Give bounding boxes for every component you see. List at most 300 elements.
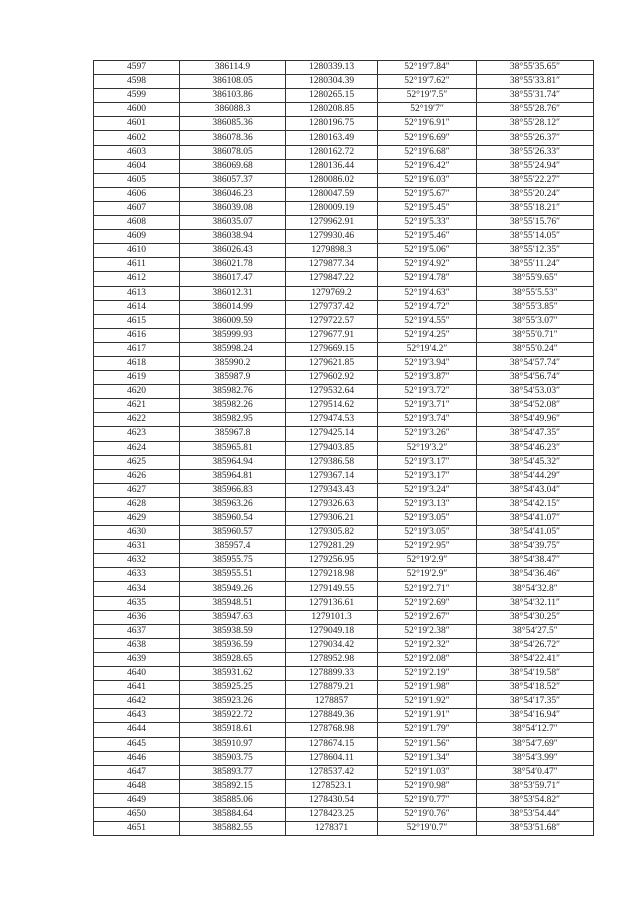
longitude-cell: 38°54′7.69″ <box>477 737 594 751</box>
longitude-cell: 38°54′32.11″ <box>477 596 594 610</box>
x-coordinate-cell: 386026.43 <box>180 244 286 258</box>
y-coordinate-cell: 1279326.63 <box>286 497 378 511</box>
table-row <box>94 737 594 751</box>
latitude-cell: 52°19′3.2″ <box>378 441 477 455</box>
y-coordinate-cell: 1279514.62 <box>286 399 378 413</box>
point-number-cell: 4639 <box>94 652 180 666</box>
point-number-cell: 4634 <box>94 582 180 596</box>
table-row <box>94 723 594 737</box>
latitude-cell: 52°19′3.71″ <box>378 399 477 413</box>
point-number-cell: 4649 <box>94 793 180 807</box>
x-coordinate-cell: 385893.77 <box>180 765 286 779</box>
latitude-cell: 52°19′4.78″ <box>378 272 477 286</box>
y-coordinate-cell: 1280162.72 <box>286 145 378 159</box>
table-row <box>94 807 594 821</box>
y-coordinate-cell: 1278604.11 <box>286 751 378 765</box>
table-row <box>94 300 594 314</box>
point-number-cell: 4604 <box>94 159 180 173</box>
x-coordinate-cell: 385960.57 <box>180 526 286 540</box>
x-coordinate-cell: 386017.47 <box>180 272 286 286</box>
table-row <box>94 103 594 117</box>
latitude-cell: 52°19′2.67″ <box>378 610 477 624</box>
latitude-cell: 52°19′5.33″ <box>378 216 477 230</box>
longitude-cell: 38°55′15.76″ <box>477 216 594 230</box>
y-coordinate-cell: 1279101.3 <box>286 610 378 624</box>
table-row <box>94 681 594 695</box>
latitude-cell: 52°19′4.25″ <box>378 328 477 342</box>
longitude-cell: 38°54′43.04″ <box>477 483 594 497</box>
longitude-cell: 38°54′46.23″ <box>477 441 594 455</box>
x-coordinate-cell: 386103.86 <box>180 89 286 103</box>
y-coordinate-cell: 1279367.14 <box>286 469 378 483</box>
y-coordinate-cell: 1279034.42 <box>286 638 378 652</box>
table-row <box>94 385 594 399</box>
table-row <box>94 582 594 596</box>
longitude-cell: 38°55′0.24″ <box>477 342 594 356</box>
table-row <box>94 709 594 723</box>
table-row <box>94 540 594 554</box>
latitude-cell: 52°19′3.05″ <box>378 512 477 526</box>
y-coordinate-cell: 1279306.21 <box>286 512 378 526</box>
table-row <box>94 779 594 793</box>
table-row <box>94 244 594 258</box>
y-coordinate-cell: 1279877.34 <box>286 258 378 272</box>
point-number-cell: 4611 <box>94 258 180 272</box>
x-coordinate-cell: 386039.08 <box>180 201 286 215</box>
latitude-cell: 52°19′7.5″ <box>378 89 477 103</box>
table-row <box>94 652 594 666</box>
longitude-cell: 38°54′41.07″ <box>477 512 594 526</box>
table-row <box>94 624 594 638</box>
table-row <box>94 765 594 779</box>
point-number-cell: 4637 <box>94 624 180 638</box>
x-coordinate-cell: 386085.36 <box>180 117 286 131</box>
table-row <box>94 286 594 300</box>
latitude-cell: 52°19′0.7″ <box>378 822 477 836</box>
x-coordinate-cell: 385964.94 <box>180 455 286 469</box>
longitude-cell: 38°54′26.72″ <box>477 638 594 652</box>
x-coordinate-cell: 386069.68 <box>180 159 286 173</box>
table-row <box>94 455 594 469</box>
latitude-cell: 52°19′5.67″ <box>378 187 477 201</box>
y-coordinate-cell: 1279677.91 <box>286 328 378 342</box>
x-coordinate-cell: 386021.78 <box>180 258 286 272</box>
point-number-cell: 4629 <box>94 512 180 526</box>
point-number-cell: 4617 <box>94 342 180 356</box>
longitude-cell: 38°54′57.74″ <box>477 356 594 370</box>
latitude-cell: 52°19′5.45″ <box>378 201 477 215</box>
x-coordinate-cell: 385964.81 <box>180 469 286 483</box>
point-number-cell: 4600 <box>94 103 180 117</box>
longitude-cell: 38°54′19.58″ <box>477 667 594 681</box>
y-coordinate-cell: 1279769.2 <box>286 286 378 300</box>
y-coordinate-cell: 1279149.55 <box>286 582 378 596</box>
latitude-cell: 52°19′3.13″ <box>378 497 477 511</box>
x-coordinate-cell: 386088.3 <box>180 103 286 117</box>
y-coordinate-cell: 1280196.75 <box>286 117 378 131</box>
longitude-cell: 38°55′0.71″ <box>477 328 594 342</box>
longitude-cell: 38°54′41.05″ <box>477 526 594 540</box>
table-row <box>94 554 594 568</box>
x-coordinate-cell: 385910.97 <box>180 737 286 751</box>
point-number-cell: 4643 <box>94 709 180 723</box>
table-row <box>94 399 594 413</box>
longitude-cell: 38°55′11.24″ <box>477 258 594 272</box>
table-row <box>94 173 594 187</box>
point-number-cell: 4651 <box>94 822 180 836</box>
latitude-cell: 52°19′2.32″ <box>378 638 477 652</box>
longitude-cell: 38°53′54.44″ <box>477 807 594 821</box>
longitude-cell: 38°55′28.76″ <box>477 103 594 117</box>
latitude-cell: 52°19′4.92″ <box>378 258 477 272</box>
point-number-cell: 4598 <box>94 75 180 89</box>
point-number-cell: 4618 <box>94 356 180 370</box>
longitude-cell: 38°55′24.94″ <box>477 159 594 173</box>
y-coordinate-cell: 1278430.54 <box>286 793 378 807</box>
point-number-cell: 4625 <box>94 455 180 469</box>
x-coordinate-cell: 386046.23 <box>180 187 286 201</box>
latitude-cell: 52°19′6.42″ <box>378 159 477 173</box>
y-coordinate-cell: 1279602.92 <box>286 371 378 385</box>
point-number-cell: 4647 <box>94 765 180 779</box>
latitude-cell: 52°19′6.91″ <box>378 117 477 131</box>
table-row <box>94 497 594 511</box>
latitude-cell: 52°19′3.94″ <box>378 356 477 370</box>
latitude-cell: 52°19′1.98″ <box>378 681 477 695</box>
y-coordinate-cell: 1279386.58 <box>286 455 378 469</box>
x-coordinate-cell: 385884.64 <box>180 807 286 821</box>
point-number-cell: 4626 <box>94 469 180 483</box>
x-coordinate-cell: 385960.54 <box>180 512 286 526</box>
x-coordinate-cell: 385949.26 <box>180 582 286 596</box>
table-row <box>94 216 594 230</box>
y-coordinate-cell: 1279532.64 <box>286 385 378 399</box>
y-coordinate-cell: 1278423.25 <box>286 807 378 821</box>
y-coordinate-cell: 1280009.19 <box>286 201 378 215</box>
point-number-cell: 4632 <box>94 554 180 568</box>
longitude-cell: 38°55′18.21″ <box>477 201 594 215</box>
longitude-cell: 38°55′31.74″ <box>477 89 594 103</box>
x-coordinate-cell: 385882.55 <box>180 822 286 836</box>
y-coordinate-cell: 1278537.42 <box>286 765 378 779</box>
point-number-cell: 4628 <box>94 497 180 511</box>
longitude-cell: 38°55′35.65″ <box>477 61 594 75</box>
longitude-cell: 38°55′14.05″ <box>477 230 594 244</box>
x-coordinate-cell: 385936.59 <box>180 638 286 652</box>
point-number-cell: 4646 <box>94 751 180 765</box>
y-coordinate-cell: 1278768.98 <box>286 723 378 737</box>
point-number-cell: 4640 <box>94 667 180 681</box>
table-row <box>94 342 594 356</box>
latitude-cell: 52°19′2.71″ <box>378 582 477 596</box>
table-row <box>94 75 594 89</box>
longitude-cell: 38°55′26.33″ <box>477 145 594 159</box>
longitude-cell: 38°55′3.85″ <box>477 300 594 314</box>
point-number-cell: 4627 <box>94 483 180 497</box>
latitude-cell: 52°19′2.69″ <box>378 596 477 610</box>
latitude-cell: 52°19′6.68″ <box>378 145 477 159</box>
longitude-cell: 38°54′32.8″ <box>477 582 594 596</box>
point-number-cell: 4607 <box>94 201 180 215</box>
point-number-cell: 4608 <box>94 216 180 230</box>
point-number-cell: 4606 <box>94 187 180 201</box>
y-coordinate-cell: 1279425.14 <box>286 427 378 441</box>
latitude-cell: 52°19′1.34″ <box>378 751 477 765</box>
point-number-cell: 4620 <box>94 385 180 399</box>
latitude-cell: 52°19′1.92″ <box>378 695 477 709</box>
latitude-cell: 52°19′4.55″ <box>378 314 477 328</box>
point-number-cell: 4633 <box>94 568 180 582</box>
y-coordinate-cell: 1278857 <box>286 695 378 709</box>
longitude-cell: 38°54′0.47″ <box>477 765 594 779</box>
x-coordinate-cell: 385967.8 <box>180 427 286 441</box>
y-coordinate-cell: 1278952.98 <box>286 652 378 666</box>
x-coordinate-cell: 385931.62 <box>180 667 286 681</box>
longitude-cell: 38°53′51.68″ <box>477 822 594 836</box>
table-row <box>94 145 594 159</box>
point-number-cell: 4614 <box>94 300 180 314</box>
latitude-cell: 52°19′5.46″ <box>378 230 477 244</box>
point-number-cell: 4623 <box>94 427 180 441</box>
table-row <box>94 131 594 145</box>
longitude-cell: 38°54′36.46″ <box>477 568 594 582</box>
longitude-cell: 38°54′39.75″ <box>477 540 594 554</box>
latitude-cell: 52°19′3.74″ <box>378 413 477 427</box>
longitude-cell: 38°54′49.96″ <box>477 413 594 427</box>
longitude-cell: 38°55′3.07″ <box>477 314 594 328</box>
latitude-cell: 52°19′3.05″ <box>378 526 477 540</box>
x-coordinate-cell: 385948.51 <box>180 596 286 610</box>
x-coordinate-cell: 385947.63 <box>180 610 286 624</box>
latitude-cell: 52°19′2.95″ <box>378 540 477 554</box>
x-coordinate-cell: 386035.07 <box>180 216 286 230</box>
x-coordinate-cell: 385955.51 <box>180 568 286 582</box>
point-number-cell: 4642 <box>94 695 180 709</box>
latitude-cell: 52°19′2.08″ <box>378 652 477 666</box>
point-number-cell: 4603 <box>94 145 180 159</box>
table-row <box>94 258 594 272</box>
latitude-cell: 52°19′3.72″ <box>378 385 477 399</box>
table-row <box>94 751 594 765</box>
longitude-cell: 38°54′38.47″ <box>477 554 594 568</box>
latitude-cell: 52°19′0.98″ <box>378 779 477 793</box>
x-coordinate-cell: 385928.65 <box>180 652 286 666</box>
y-coordinate-cell: 1278899.33 <box>286 667 378 681</box>
x-coordinate-cell: 385966.83 <box>180 483 286 497</box>
coordinates-table <box>93 60 594 836</box>
y-coordinate-cell: 1279343.43 <box>286 483 378 497</box>
longitude-cell: 38°55′22.27″ <box>477 173 594 187</box>
latitude-cell: 52°19′6.69″ <box>378 131 477 145</box>
x-coordinate-cell: 386012.31 <box>180 286 286 300</box>
latitude-cell: 52°19′0.77″ <box>378 793 477 807</box>
latitude-cell: 52°19′2.19″ <box>378 667 477 681</box>
table-row <box>94 314 594 328</box>
x-coordinate-cell: 385990.2 <box>180 356 286 370</box>
latitude-cell: 52°19′3.17″ <box>378 455 477 469</box>
longitude-cell: 38°54′16.94″ <box>477 709 594 723</box>
latitude-cell: 52°19′1.03″ <box>378 765 477 779</box>
longitude-cell: 38°54′52.08″ <box>477 399 594 413</box>
point-number-cell: 4636 <box>94 610 180 624</box>
table-row <box>94 230 594 244</box>
x-coordinate-cell: 385998.24 <box>180 342 286 356</box>
y-coordinate-cell: 1278879.21 <box>286 681 378 695</box>
latitude-cell: 52°19′3.26″ <box>378 427 477 441</box>
point-number-cell: 4631 <box>94 540 180 554</box>
y-coordinate-cell: 1280208.85 <box>286 103 378 117</box>
x-coordinate-cell: 385982.95 <box>180 413 286 427</box>
y-coordinate-cell: 1278674.15 <box>286 737 378 751</box>
point-number-cell: 4641 <box>94 681 180 695</box>
x-coordinate-cell: 385982.76 <box>180 385 286 399</box>
coordinates-table-body <box>94 61 594 836</box>
table-row <box>94 822 594 836</box>
point-number-cell: 4599 <box>94 89 180 103</box>
x-coordinate-cell: 385987.9 <box>180 371 286 385</box>
y-coordinate-cell: 1278523.1 <box>286 779 378 793</box>
latitude-cell: 52°19′2.9″ <box>378 568 477 582</box>
latitude-cell: 52°19′2.9″ <box>378 554 477 568</box>
y-coordinate-cell: 1279847.22 <box>286 272 378 286</box>
y-coordinate-cell: 1279049.18 <box>286 624 378 638</box>
y-coordinate-cell: 1279403.85 <box>286 441 378 455</box>
x-coordinate-cell: 385999.93 <box>180 328 286 342</box>
longitude-cell: 38°54′30.25″ <box>477 610 594 624</box>
point-number-cell: 4610 <box>94 244 180 258</box>
point-number-cell: 4612 <box>94 272 180 286</box>
latitude-cell: 52°19′1.79″ <box>378 723 477 737</box>
y-coordinate-cell: 1280339.13 <box>286 61 378 75</box>
x-coordinate-cell: 385963.26 <box>180 497 286 511</box>
point-number-cell: 4601 <box>94 117 180 131</box>
point-number-cell: 4644 <box>94 723 180 737</box>
longitude-cell: 38°54′22.41″ <box>477 652 594 666</box>
table-row <box>94 427 594 441</box>
y-coordinate-cell: 1278849.36 <box>286 709 378 723</box>
point-number-cell: 4621 <box>94 399 180 413</box>
longitude-cell: 38°53′54.82″ <box>477 793 594 807</box>
y-coordinate-cell: 1279737.42 <box>286 300 378 314</box>
point-number-cell: 4630 <box>94 526 180 540</box>
latitude-cell: 52°19′4.2″ <box>378 342 477 356</box>
longitude-cell: 38°55′5.53″ <box>477 286 594 300</box>
longitude-cell: 38°55′9.65″ <box>477 272 594 286</box>
table-row <box>94 568 594 582</box>
point-number-cell: 4605 <box>94 173 180 187</box>
x-coordinate-cell: 386009.59 <box>180 314 286 328</box>
latitude-cell: 52°19′6.03″ <box>378 173 477 187</box>
latitude-cell: 52°19′4.63″ <box>378 286 477 300</box>
x-coordinate-cell: 385885.06 <box>180 793 286 807</box>
table-row <box>94 441 594 455</box>
point-number-cell: 4624 <box>94 441 180 455</box>
point-number-cell: 4638 <box>94 638 180 652</box>
table-row <box>94 793 594 807</box>
y-coordinate-cell: 1280163.49 <box>286 131 378 145</box>
point-number-cell: 4615 <box>94 314 180 328</box>
longitude-cell: 38°54′3.99″ <box>477 751 594 765</box>
x-coordinate-cell: 386108.05 <box>180 75 286 89</box>
table-row <box>94 483 594 497</box>
x-coordinate-cell: 386057.37 <box>180 173 286 187</box>
y-coordinate-cell: 1279722.57 <box>286 314 378 328</box>
table-row <box>94 695 594 709</box>
point-number-cell: 4645 <box>94 737 180 751</box>
longitude-cell: 38°55′20.24″ <box>477 187 594 201</box>
latitude-cell: 52°19′3.87″ <box>378 371 477 385</box>
longitude-cell: 38°54′53.03″ <box>477 385 594 399</box>
x-coordinate-cell: 385923.26 <box>180 695 286 709</box>
longitude-cell: 38°54′18.52″ <box>477 681 594 695</box>
table-row <box>94 356 594 370</box>
x-coordinate-cell: 386114.9 <box>180 61 286 75</box>
latitude-cell: 52°19′3.17″ <box>378 469 477 483</box>
table-row <box>94 469 594 483</box>
table-row <box>94 117 594 131</box>
x-coordinate-cell: 385955.75 <box>180 554 286 568</box>
latitude-cell: 52°19′2.38″ <box>378 624 477 638</box>
longitude-cell: 38°55′33.81″ <box>477 75 594 89</box>
point-number-cell: 4635 <box>94 596 180 610</box>
latitude-cell: 52°19′1.56″ <box>378 737 477 751</box>
y-coordinate-cell: 1279281.29 <box>286 540 378 554</box>
x-coordinate-cell: 386078.05 <box>180 145 286 159</box>
longitude-cell: 38°54′42.15″ <box>477 497 594 511</box>
y-coordinate-cell: 1279218.98 <box>286 568 378 582</box>
table-row <box>94 89 594 103</box>
latitude-cell: 52°19′4.72″ <box>378 300 477 314</box>
longitude-cell: 38°55′26.37″ <box>477 131 594 145</box>
latitude-cell: 52°19′5.06″ <box>378 244 477 258</box>
table-row <box>94 328 594 342</box>
point-number-cell: 4597 <box>94 61 180 75</box>
y-coordinate-cell: 1280136.44 <box>286 159 378 173</box>
longitude-cell: 38°54′17.35″ <box>477 695 594 709</box>
y-coordinate-cell: 1279474.53 <box>286 413 378 427</box>
x-coordinate-cell: 386078.36 <box>180 131 286 145</box>
y-coordinate-cell: 1279136.61 <box>286 596 378 610</box>
x-coordinate-cell: 385938.59 <box>180 624 286 638</box>
y-coordinate-cell: 1279669.15 <box>286 342 378 356</box>
longitude-cell: 38°54′56.74″ <box>477 371 594 385</box>
latitude-cell: 52°19′0.76″ <box>378 807 477 821</box>
latitude-cell: 52°19′1.91″ <box>378 709 477 723</box>
table-row <box>94 159 594 173</box>
point-number-cell: 4613 <box>94 286 180 300</box>
table-row <box>94 596 594 610</box>
x-coordinate-cell: 385925.25 <box>180 681 286 695</box>
longitude-cell: 38°54′27.5″ <box>477 624 594 638</box>
point-number-cell: 4602 <box>94 131 180 145</box>
y-coordinate-cell: 1279930.46 <box>286 230 378 244</box>
y-coordinate-cell: 1280304.39 <box>286 75 378 89</box>
x-coordinate-cell: 385892.15 <box>180 779 286 793</box>
longitude-cell: 38°54′44.29″ <box>477 469 594 483</box>
x-coordinate-cell: 385982.26 <box>180 399 286 413</box>
x-coordinate-cell: 386014.99 <box>180 300 286 314</box>
table-row <box>94 512 594 526</box>
point-number-cell: 4650 <box>94 807 180 821</box>
y-coordinate-cell: 1280086.02 <box>286 173 378 187</box>
longitude-cell: 38°54′45.32″ <box>477 455 594 469</box>
longitude-cell: 38°55′28.12″ <box>477 117 594 131</box>
point-number-cell: 4622 <box>94 413 180 427</box>
longitude-cell: 38°53′59.71″ <box>477 779 594 793</box>
x-coordinate-cell: 385903.75 <box>180 751 286 765</box>
point-number-cell: 4619 <box>94 371 180 385</box>
y-coordinate-cell: 1280047.59 <box>286 187 378 201</box>
